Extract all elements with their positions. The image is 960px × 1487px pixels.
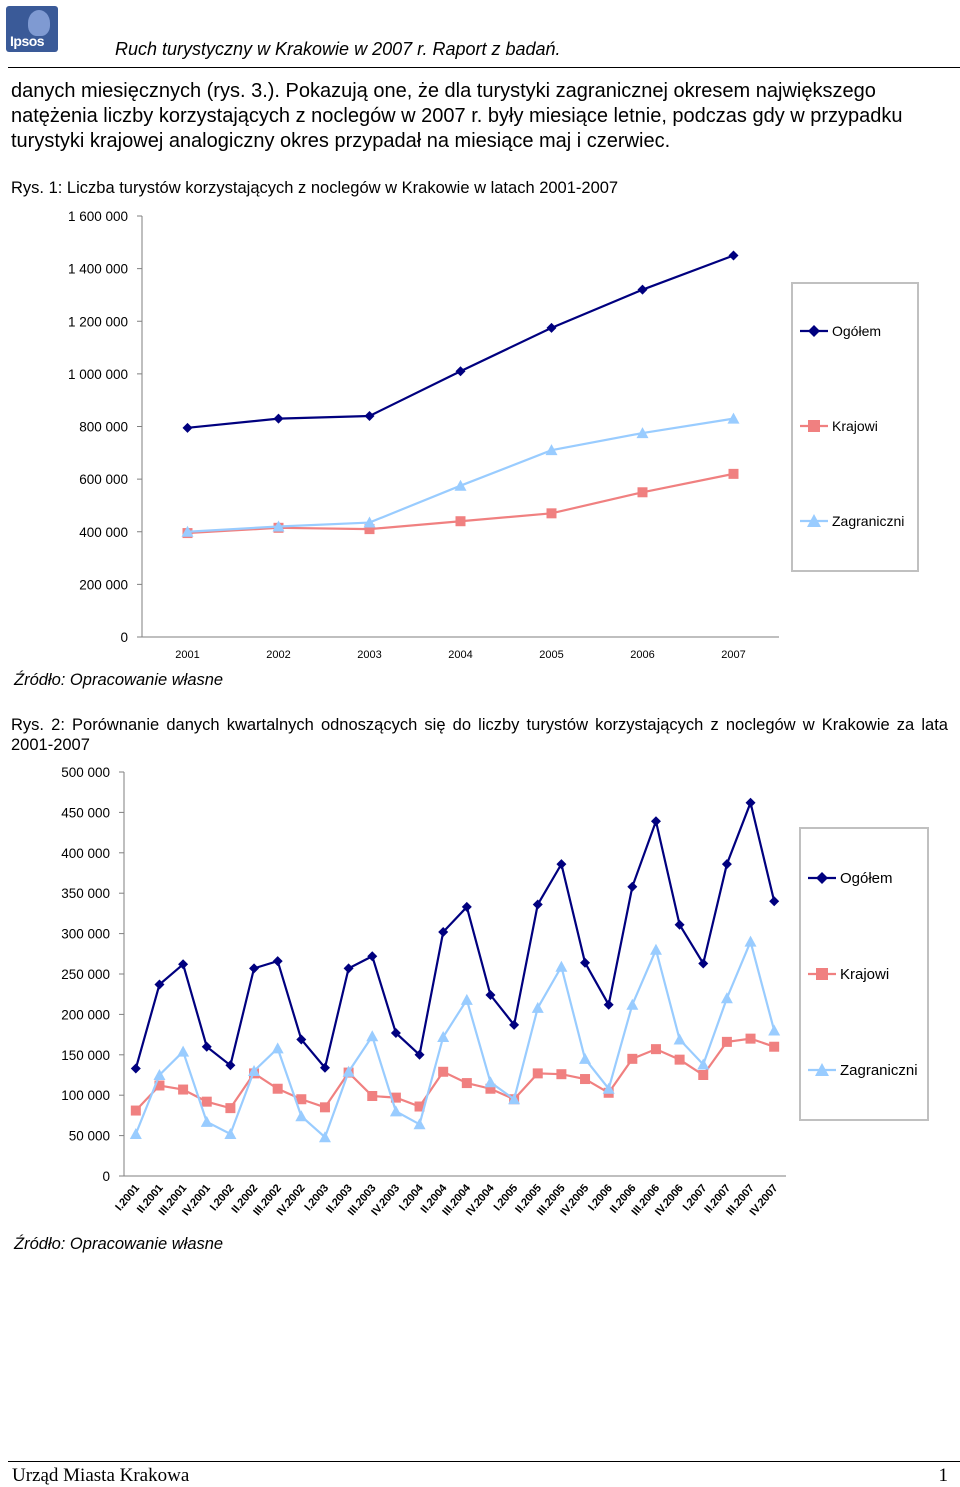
x-tick-label: 2005	[539, 649, 564, 661]
x-tick-label: I.2007	[680, 1182, 710, 1214]
data-point-ogółem	[580, 958, 590, 968]
data-point-zagraniczni	[366, 1030, 378, 1041]
data-point-ogółem	[722, 859, 732, 869]
x-tick-label: II.2002	[229, 1182, 261, 1216]
header-title: Ruch turystyczny w Krakowie w 2007 r. Raport z badań.	[115, 39, 561, 59]
x-tick-label: III.2004	[440, 1182, 474, 1219]
data-point-krajowi	[202, 1097, 212, 1107]
series-line-krajowi	[136, 1039, 774, 1111]
y-tick-label: 100 000	[61, 1088, 110, 1104]
figure2-caption: Rys. 2: Porównanie danych kwartalnych odnoszących się do liczby turystów korzystających z noclegów w Krakowie za lata 2001-2007	[11, 716, 948, 754]
y-tick-label: 400 000	[79, 524, 128, 540]
x-tick-label: III.2003	[345, 1182, 379, 1219]
legend-label: Zagraniczni	[832, 513, 905, 529]
x-tick-label: 2001	[175, 649, 200, 661]
data-point-zagraniczni	[390, 1105, 402, 1116]
logo-text: Ipsos	[10, 33, 45, 49]
x-tick-label: II.2001	[134, 1182, 166, 1216]
data-point-krajowi	[722, 1037, 732, 1047]
series-line-ogółem	[136, 803, 774, 1069]
data-point-zagraniczni	[674, 1033, 686, 1044]
y-tick-label: 1 400 000	[67, 261, 128, 277]
legend-label: Ogółem	[840, 870, 893, 887]
footer-divider	[8, 1461, 960, 1462]
data-point-ogółem	[769, 896, 779, 906]
data-point-zagraniczni	[201, 1116, 213, 1127]
data-point-krajowi	[580, 1074, 590, 1084]
data-point-zagraniczni	[555, 961, 567, 972]
data-point-krajowi	[438, 1067, 448, 1077]
data-point-zagraniczni	[745, 936, 757, 947]
x-tick-label: 2004	[448, 649, 473, 661]
data-point-krajowi	[533, 1068, 543, 1078]
x-tick-label: II.2005	[513, 1182, 545, 1216]
y-tick-label: 150 000	[61, 1047, 110, 1063]
data-point-krajowi	[462, 1078, 472, 1088]
x-tick-label: III.2007	[724, 1182, 757, 1219]
data-point-zagraniczni	[721, 992, 733, 1003]
x-tick-label: II.2007	[702, 1182, 734, 1216]
data-point-krajowi	[769, 1042, 779, 1052]
x-tick-label: 2002	[266, 649, 291, 661]
x-tick-label: IV.2007	[747, 1182, 781, 1219]
data-point-ogółem	[556, 859, 566, 869]
data-point-ogółem	[651, 816, 661, 826]
data-point-zagraniczni	[626, 999, 638, 1010]
x-tick-label: III.2005	[534, 1182, 568, 1219]
data-point-krajowi	[367, 1091, 377, 1101]
x-tick-label: I.2001	[113, 1182, 143, 1214]
legend-label: Ogółem	[832, 323, 882, 339]
data-point-zagraniczni	[768, 1025, 780, 1036]
y-tick-label: 400 000	[61, 845, 110, 861]
figure2-source: Źródło: Opracowanie własne	[14, 1235, 224, 1253]
data-point-krajowi	[273, 1084, 283, 1094]
data-point-krajowi	[675, 1055, 685, 1065]
data-point-krajowi	[698, 1070, 708, 1080]
data-point-zagraniczni	[437, 1031, 449, 1042]
data-point-ogółem	[698, 958, 708, 968]
x-tick-label: 2006	[630, 649, 655, 661]
data-point-ogółem	[627, 882, 637, 892]
x-tick-label: IV.2006	[652, 1182, 686, 1219]
x-tick-label: II.2006	[607, 1182, 639, 1216]
footer-org: Urząd Miasta Krakowa	[12, 1465, 190, 1486]
y-tick-label: 50 000	[68, 1128, 110, 1144]
legend-marker	[816, 968, 828, 980]
data-point-zagraniczni	[295, 1110, 307, 1121]
x-tick-label: II.2003	[324, 1182, 355, 1216]
x-tick-label: I.2005	[491, 1182, 521, 1214]
x-tick-label: I.2006	[586, 1182, 615, 1214]
data-point-zagraniczni	[532, 1002, 544, 1013]
data-point-ogółem	[131, 1064, 141, 1074]
x-tick-label: 2007	[721, 649, 746, 661]
data-point-ogółem	[746, 798, 756, 808]
data-point-krajowi	[296, 1094, 306, 1104]
legend-label: Krajowi	[840, 966, 890, 983]
x-tick-label: IV.2003	[369, 1182, 403, 1219]
data-point-ogółem	[533, 900, 543, 910]
data-point-krajowi	[225, 1103, 235, 1113]
x-tick-label: I.2003	[302, 1182, 332, 1214]
data-point-krajowi	[651, 1044, 661, 1054]
data-point-krajowi	[556, 1069, 566, 1079]
page-number: 1	[938, 1465, 948, 1486]
legend-label: Krajowi	[832, 418, 878, 434]
data-point-zagraniczni	[272, 1042, 284, 1053]
data-point-ogółem	[344, 963, 354, 973]
x-tick-label: IV.2005	[558, 1182, 592, 1219]
y-tick-label: 200 000	[79, 577, 128, 593]
data-point-ogółem	[273, 956, 283, 966]
y-tick-label: 450 000	[61, 805, 110, 821]
data-point-zagraniczni	[130, 1128, 142, 1139]
y-tick-label: 300 000	[61, 926, 110, 942]
y-tick-label: 500 000	[61, 765, 110, 780]
y-tick-label: 600 000	[79, 472, 128, 488]
intro-line: danych miesięcznych (rys. 3.). Pokazują one, że dla turystyki zagranicznej okresem największego	[11, 80, 876, 102]
data-point-krajowi	[627, 1054, 637, 1064]
figure1-caption: Rys. 1: Liczba turystów korzystających z noclegów w Krakowie w latach 2001-2007	[11, 179, 619, 197]
data-point-ogółem	[675, 920, 685, 930]
data-point-ogółem	[367, 951, 377, 961]
y-tick-label: 200 000	[61, 1007, 110, 1023]
x-tick-label: III.2001	[156, 1182, 190, 1219]
y-tick-label: 250 000	[61, 967, 110, 982]
x-tick-label: I.2002	[207, 1182, 237, 1214]
data-point-ogółem	[249, 963, 259, 973]
x-tick-label: II.2004	[418, 1182, 450, 1216]
x-tick-label: IV.2001	[180, 1182, 214, 1219]
y-tick-label: 0	[120, 630, 128, 645]
data-point-ogółem	[604, 1000, 614, 1010]
data-point-krajowi	[131, 1106, 141, 1116]
data-point-zagraniczni	[224, 1128, 236, 1139]
y-tick-label: 800 000	[79, 419, 128, 435]
data-point-zagraniczni	[461, 994, 473, 1005]
data-point-zagraniczni	[177, 1046, 189, 1057]
data-point-zagraniczni	[484, 1076, 496, 1087]
x-tick-label: I.2004	[396, 1182, 426, 1214]
data-point-krajowi	[746, 1034, 756, 1044]
y-tick-label: 0	[102, 1169, 110, 1184]
data-point-zagraniczni	[579, 1053, 591, 1064]
data-point-krajowi	[178, 1085, 188, 1095]
x-tick-label: III.2002	[251, 1182, 284, 1219]
figure1-source: Źródło: Opracowanie własne	[14, 671, 224, 689]
intro-line: natężenia liczby korzystających z noclegów w 2007 r. były miesiące letnie, podczas gdy w przypadku	[11, 105, 903, 127]
x-tick-label: III.2006	[629, 1182, 663, 1219]
intro-line: turystyki krajowej analogiczny okres przypadał na miesiące maj i czerwiec.	[11, 130, 671, 152]
x-tick-label: IV.2004	[463, 1182, 497, 1219]
y-tick-label: 1 600 000	[67, 209, 128, 224]
legend-label: Zagraniczni	[840, 1062, 918, 1079]
data-point-krajowi	[320, 1102, 330, 1112]
data-point-zagraniczni	[414, 1118, 426, 1129]
y-tick-label: 350 000	[61, 886, 110, 902]
y-tick-label: 1 000 000	[67, 366, 128, 382]
y-tick-label: 1 200 000	[67, 314, 128, 330]
data-point-zagraniczni	[650, 944, 662, 955]
x-tick-label: IV.2002	[274, 1182, 308, 1219]
x-tick-label: 2003	[357, 649, 382, 661]
